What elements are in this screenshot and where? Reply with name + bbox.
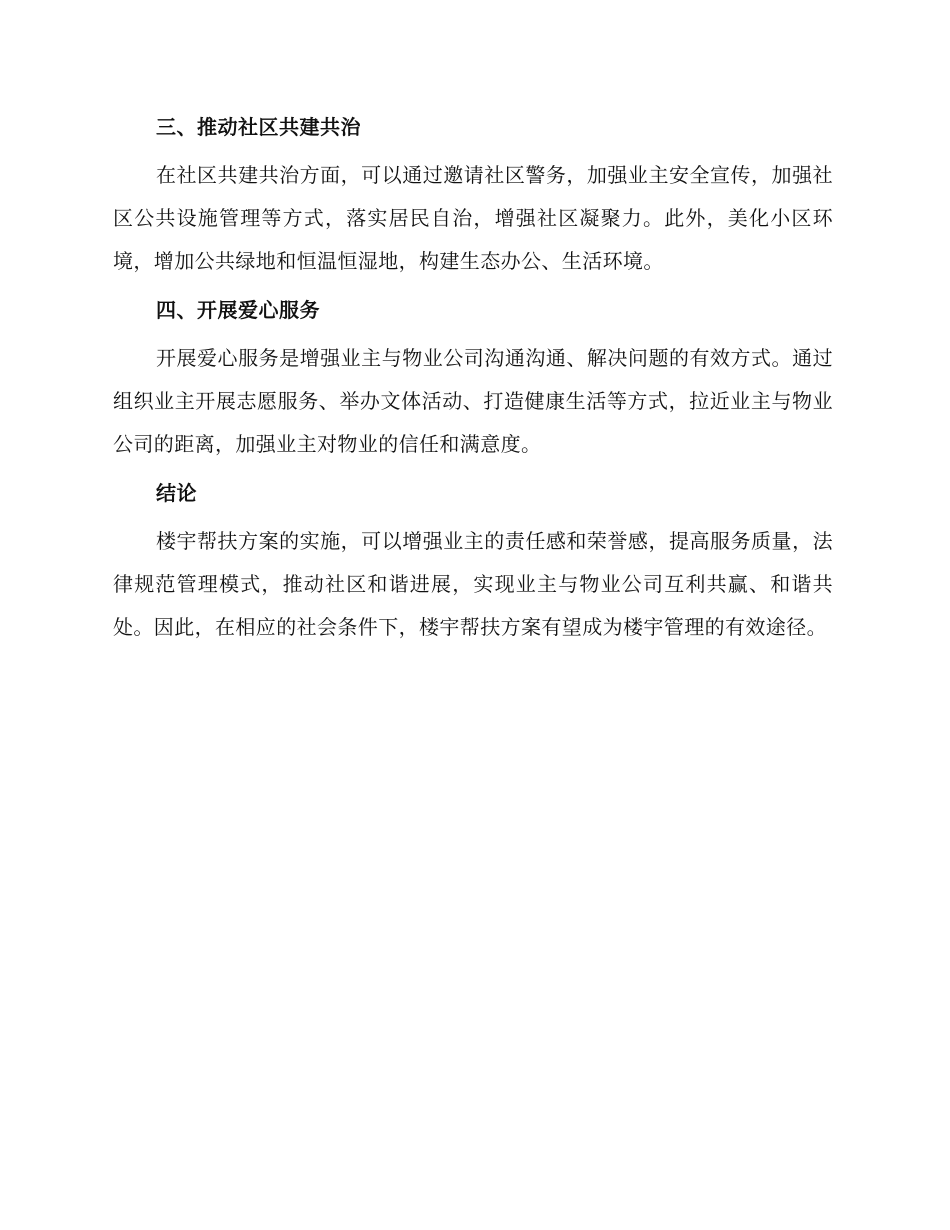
document-body (113, 110, 833, 659)
section-paragraph-volunteer: 开展爱心服务是增强业主与物业公司沟通沟通、解决问题的有效方式。通过组织业主开展志愿服务、举办文体活动、打造健康生活等方式，拉近业主与物业公司的距离，加强业主对物业的信任和满意度。 (113, 346, 833, 456)
section-heading-community: 三、推动社区共建共治 (156, 115, 361, 139)
section-heading-conclusion: 结论 (156, 481, 197, 505)
section-paragraph-community: 在社区共建共治方面，可以通过邀请社区警务，加强业主安全宣传，加强社区公共设施管理等方式，落实居民自治，增强社区凝聚力。此外，美化小区环境，增加公共绿地和恒温恒湿地，构建生态办公、生活环境。 (113, 163, 833, 273)
section-heading-volunteer: 四、开展爱心服务 (156, 298, 320, 322)
section-paragraph-conclusion: 楼宇帮扶方案的实施，可以增强业主的责任感和荣誉感，提高服务质量，法律规范管理模式，推动社区和谐进展，实现业主与物业公司互利共赢、和谐共处。因此，在相应的社会条件下，楼宇帮扶方案有望成为楼宇管理的有效途径。 (113, 529, 833, 639)
